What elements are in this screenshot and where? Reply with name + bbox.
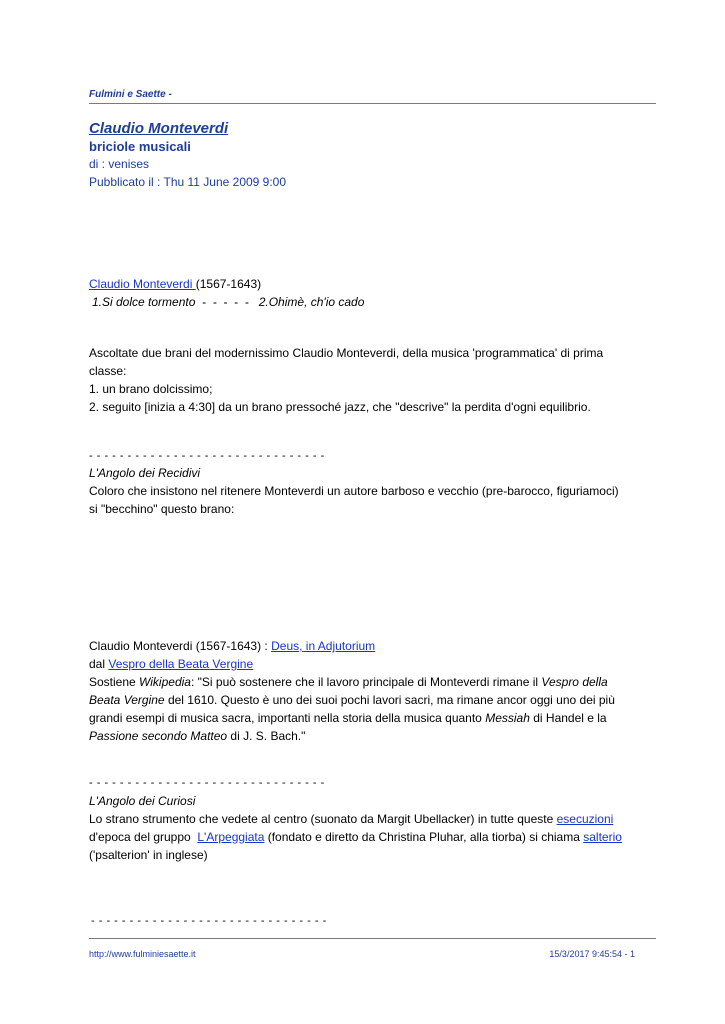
quote-b: del 1610. Questo è uno dei suoi pochi lavori sacri, ma rimane ancor oggi uno dei più	[164, 693, 615, 707]
vespro-della-text: Vespro della	[541, 675, 608, 689]
header-rule	[89, 103, 656, 104]
esecuzioni-link[interactable]: esecuzioni	[556, 812, 614, 826]
intro-line-2: classe:	[89, 364, 127, 378]
quote-a: : "Si può sostenere che il lavoro principale di Monteverdi rimane il	[190, 675, 542, 689]
quote-c: grandi esempi di musica sacra, importanti nella storia della musica quanto	[89, 711, 486, 725]
composer-link[interactable]: Claudio Monteverdi	[89, 277, 196, 291]
passione-text: Passione secondo Matteo	[89, 729, 228, 743]
intro-line-3: 1. un brano dolcissimo;	[89, 382, 213, 396]
quote-e: di J. S. Bach."	[227, 729, 306, 743]
salterio-link[interactable]: salterio	[583, 830, 622, 844]
deus-prefix: Claudio Monteverdi (1567-1643) :	[89, 639, 272, 653]
sostiene-text: Sostiene	[89, 675, 140, 689]
recidivi-line-2: si "becchino" questo brano:	[89, 502, 235, 516]
curiosi-heading: L'Angolo dei Curiosi	[89, 794, 196, 808]
section-intro	[89, 344, 649, 416]
article-author: di : venises	[89, 157, 150, 171]
recidivi-line-1: Coloro che insistono nel ritenere Monteverdi un autore barboso e vecchio (pre-barocco, figuriamoci)	[89, 484, 619, 498]
vespro-link[interactable]: Vespro della Beata Vergine	[108, 657, 254, 671]
section-recidivi	[89, 464, 649, 518]
footer-url[interactable]: http://www.fulminiesaette.it	[89, 949, 196, 959]
separator-3: - - - - - - - - - - - - - - - - - - - - - - - - - - - - - - -	[91, 915, 327, 927]
intro-line-1: Ascoltate due brani del modernissimo Claudio Monteverdi, della musica 'programmatica' di prima	[89, 346, 604, 360]
section-composer	[89, 275, 649, 311]
quote-d: di Handel e la	[529, 711, 607, 725]
composer-years: (1567-1643)	[195, 277, 262, 291]
site-header-title: Fulmini e Saette -	[89, 89, 172, 100]
dal-text: dal	[89, 657, 109, 671]
section-deus	[89, 637, 649, 745]
recidivi-heading: L'Angolo dei Recidivi	[89, 466, 201, 480]
separator-2: - - - - - - - - - - - - - - - - - - - - - - - - - - - - - - -	[89, 777, 325, 789]
article-published: Pubblicato il : Thu 11 June 2009 9:00	[89, 175, 287, 189]
arpeggiata-link[interactable]: L'Arpeggiata	[197, 830, 265, 844]
messiah-text: Messiah	[485, 711, 530, 725]
deus-link[interactable]: Deus, in Adjutorium	[271, 639, 376, 653]
curiosi-line-2a: d'epoca del gruppo	[89, 830, 198, 844]
curiosi-line-2b: (fondato e diretto da Christina Pluhar, alla tiorba) si chiama	[264, 830, 584, 844]
tracks-line: 1.Si dolce tormento - - - - - 2.Ohimè, ch'io cado	[92, 295, 365, 309]
curiosi-line-1: Lo strano strumento che vedete al centro (suonato da Margit Ubellacker) in tutte queste	[89, 812, 557, 826]
beata-vergine-text: Beata Vergine	[89, 693, 165, 707]
footer-rule	[89, 938, 656, 939]
footer-date-page: 15/3/2017 9:45:54 - 1	[549, 949, 635, 959]
article-subtitle: briciole musicali	[89, 139, 191, 154]
wikipedia-text: Wikipedia	[139, 675, 191, 689]
separator-1: - - - - - - - - - - - - - - - - - - - - - - - - - - - - - - -	[89, 450, 325, 462]
article-title[interactable]: Claudio Monteverdi	[89, 120, 229, 137]
curiosi-line-3: ('psalterion' in inglese)	[89, 848, 208, 862]
section-curiosi	[89, 792, 649, 864]
intro-line-4: 2. seguito [inizia a 4:30] da un brano pressoché jazz, che "descrive" la perdita d'ogni equilibrio.	[89, 400, 591, 414]
